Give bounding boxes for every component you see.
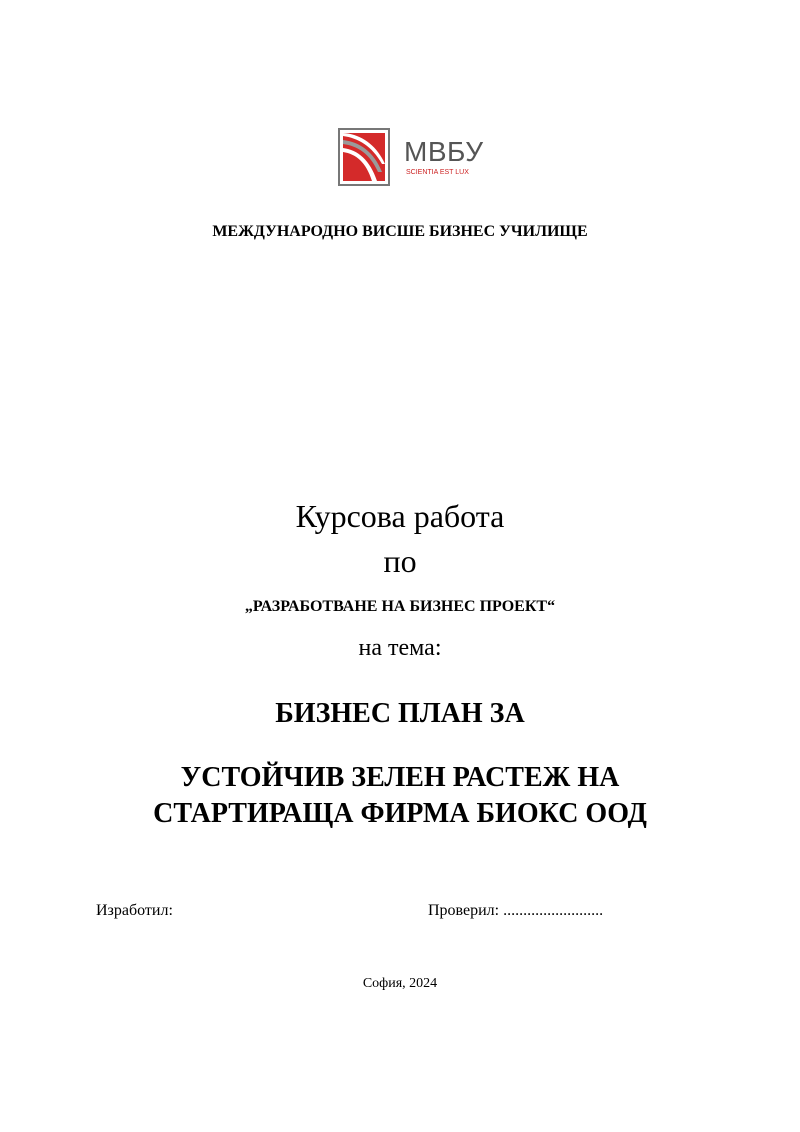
title-line-2: УСТОЙЧИВ ЗЕЛЕН РАСТЕЖ НА: [180, 762, 620, 793]
checker-label: Проверил: .........................: [428, 902, 604, 919]
logo-motto: SCIENTIA EST LUX: [406, 169, 469, 176]
preposition-by: по: [383, 543, 417, 579]
place-date: София, 2024: [362, 976, 438, 991]
document-type: Курсова работа: [295, 498, 505, 534]
author-label: Изработил:: [96, 902, 173, 919]
course-subject: „РАЗРАБОТВАНЕ НА БИЗНЕС ПРОЕКТ“: [244, 598, 556, 615]
logo-abbreviation: МВБУ: [404, 136, 484, 167]
university-logo: [338, 128, 488, 188]
institution-name: МЕЖДУНАРОДНО ВИСШЕ БИЗНЕС УЧИЛИЩЕ: [212, 223, 588, 240]
title-line-3: СТАРТИРАЩА ФИРМА БИОКС ООД: [153, 798, 647, 829]
topic-label: на тема:: [358, 635, 442, 661]
logo-emblem-icon: [338, 128, 390, 186]
title-line-1: БИЗНЕС ПЛАН ЗА: [275, 698, 525, 729]
